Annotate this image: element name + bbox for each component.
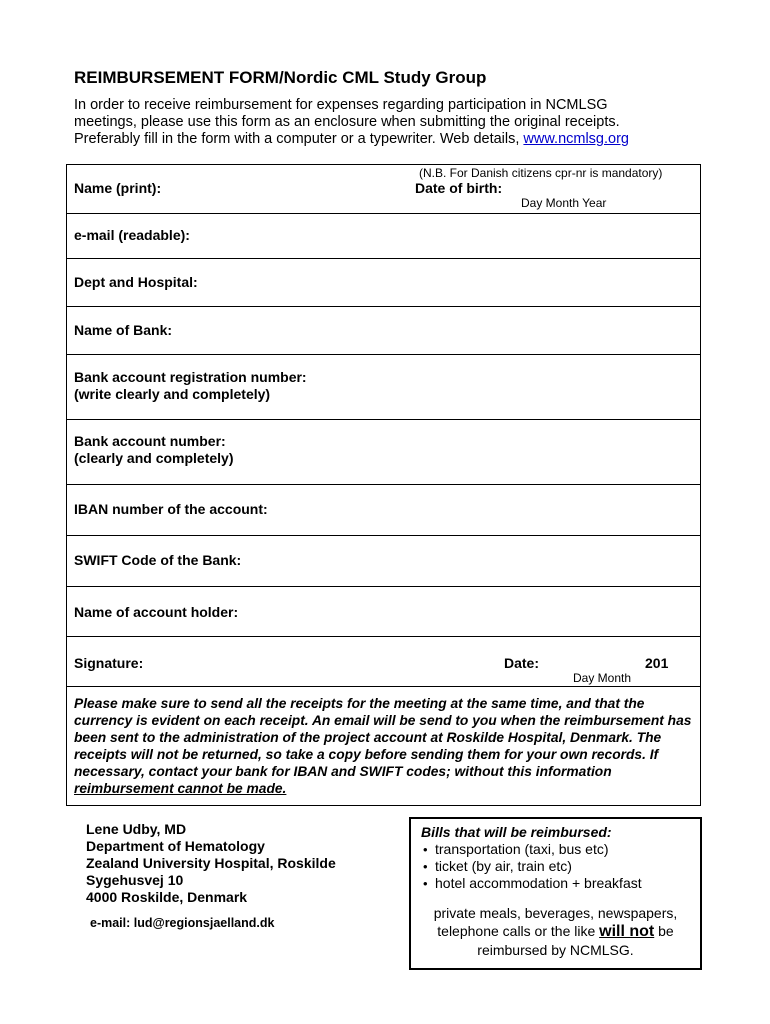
bills-title: Bills that will be reimbursed: [421,824,612,840]
contact-address [86,821,336,906]
reg-number-label-line-1: Bank account registration number: [74,369,307,385]
cpr-note: (N.B. For Danish citizens cpr-nr is mandatory) [419,166,663,180]
swift-label: SWIFT Code of the Bank: [74,552,242,568]
receipts-notice [67,687,700,805]
form-title: REIMBURSEMENT FORM/Nordic CML Study Group [74,68,487,87]
row-account-holder[interactable] [67,587,700,637]
dob-label: Date of birth: [415,180,503,196]
row-iban[interactable] [67,485,700,536]
row-bank[interactable] [67,307,700,355]
website-link[interactable]: www.ncmlsg.org [523,131,629,147]
bills-box [409,817,702,970]
signature-label: Signature: [74,655,144,671]
reimbursement-form [66,164,701,806]
name-label: Name (print): [74,180,162,196]
bills-note-emphasis: will not [599,923,655,940]
bills-list [423,841,642,892]
bills-item: • ticket (by air, train etc) [423,858,642,875]
intro-text [74,97,714,148]
notice-text: Please make sure to send all the receipts for the meeting at the same time, and that the currency is evident on each receipt. An email will be send to you when the reimbursement has been sent to the administration of the project account at Roskilde Hospital, Denmark. The receipts will not be returned, so take a copy before sending them for your own records. If necessary, contact your bank for IBAN and SWIFT codes; without this information [74,696,692,779]
row-reg-number[interactable] [67,355,700,420]
date-hint: Day Month [573,671,632,685]
reg-number-label-line-2: (write clearly and completely) [74,386,271,402]
row-name-dob[interactable] [67,165,700,214]
bills-item: • transportation (taxi, bus etc) [423,841,642,858]
address-line-2: Department of Hematology [86,838,265,854]
row-account-number[interactable] [67,420,700,485]
address-line-5: 4000 Roskilde, Denmark [86,889,248,905]
bills-note-after: be reimbursed by NCMLSG. [477,923,674,958]
intro-line-2: meetings, please use this form as an enclosure when submitting the original receipts. [74,114,620,130]
bills-exclusion-note [415,904,696,959]
iban-label: IBAN number of the account: [74,501,268,517]
bank-label: Name of Bank: [74,322,173,338]
dept-label: Dept and Hospital: [74,274,198,290]
address-line-4: Sygehusvej 10 [86,872,184,888]
account-number-label-line-2: (clearly and completely) [74,450,234,466]
reg-number-label [74,369,307,403]
row-email[interactable] [67,214,700,259]
dob-hint: Day Month Year [521,196,607,210]
year-prefix: 201 [645,655,669,671]
bills-item: • hotel accommodation + breakfast [423,875,642,892]
bills-note-before: private meals, beverages, newspapers, telephone calls or the like [433,905,678,939]
row-signature-date[interactable] [67,637,700,687]
intro-line-1: In order to receive reimbursement for expenses regarding participation in NCMLSG [74,97,608,113]
contact-email: e-mail: lud@regionsjaelland.dk [90,916,275,930]
account-number-label [74,433,234,467]
address-line-3: Zealand University Hospital, Roskilde [86,855,336,871]
row-notice [67,687,700,805]
address-line-1: Lene Udby, MD [86,821,187,837]
intro-line-3 [74,131,714,148]
intro-line-3-text: Preferably fill in the form with a computer or a typewriter. Web details, [74,131,524,147]
email-label: e-mail (readable): [74,227,190,243]
row-swift[interactable] [67,536,700,587]
date-label: Date: [504,655,540,671]
account-holder-label: Name of account holder: [74,604,239,620]
row-dept[interactable] [67,259,700,307]
notice-emphasis: reimbursement cannot be made. [74,781,287,796]
account-number-label-line-1: Bank account number: [74,433,226,449]
